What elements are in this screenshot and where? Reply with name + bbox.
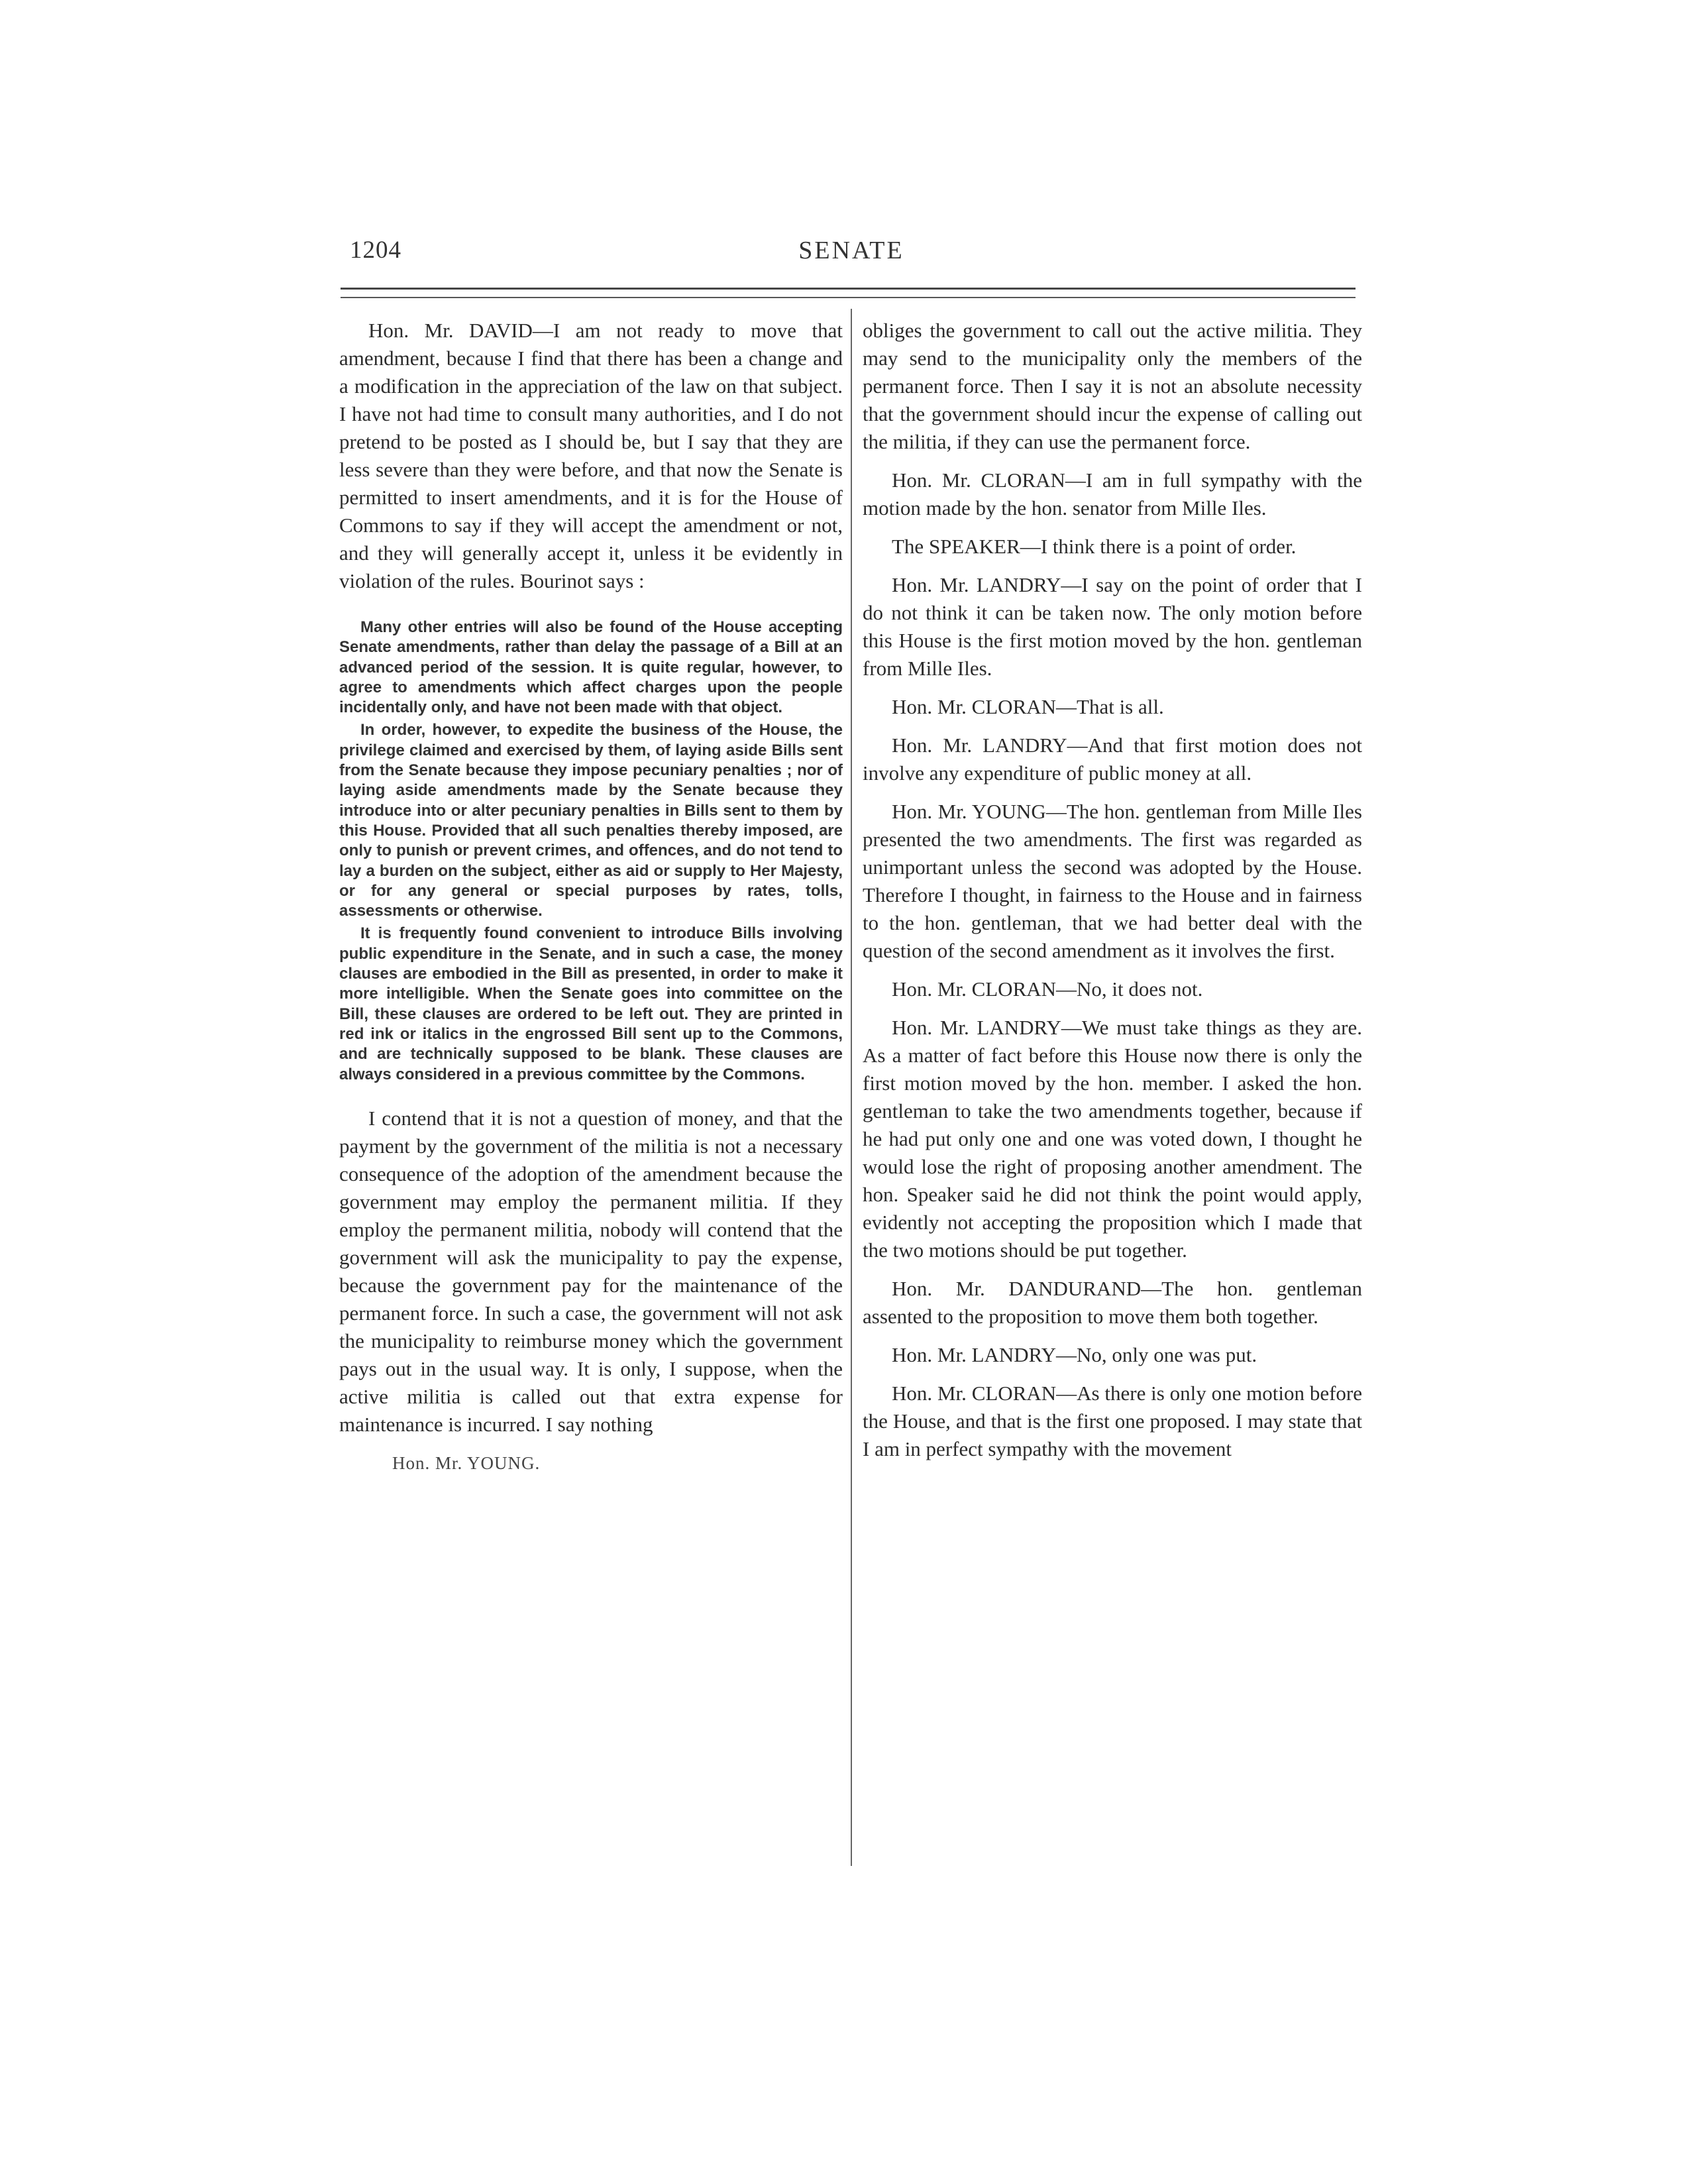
paragraph-dandurand: Hon. Mr. DANDURAND—The hon. gentleman assented to the proposition to move them both together. — [863, 1277, 1362, 1328]
page-number: 1204 — [350, 237, 401, 264]
paragraph-young: Hon. Mr. YOUNG—The hon. gentleman from Mille Iles presented the two amendments. The first was regarded as unimportant unless the second was adopted by the House. Therefore I thought, in fairness to the House and in fairness to the hon. gentleman, that we had better deal with the question of the second amendment as it involves the first. — [863, 800, 1362, 962]
paragraph-landry: Hon. Mr. LANDRY—No, only one was put. — [892, 1343, 1257, 1366]
quote-paragraph: Many other entries will also be found of the House accepting Senate amendments, rather than delay the passage of a Bill at an advanced period of the session. It is quite regular, however, to agree to amendments which affect charges upon the people incidentally only, and have not been made with that object. — [339, 618, 843, 717]
quote-paragraph: In order, however, to expedite the business of the House, the privilege claimed and exercised by them, of laying aside Bills sent from the Senate because they impose pecuniary penalties ; nor of laying aside amendments made by the Senate because they introduce into or alter pecuniary penalties in Bills sent to them by this House. Provided that all such penalties thereby imposed, are only to punish or prevent crimes, and offences, and do not tend to lay a burden on the subject, either as aid or supply to Her Majesty, or for any general or special purposes by rates, tolls, assessments or otherwise. — [339, 721, 843, 920]
header-rule-top — [341, 288, 1356, 290]
paragraph-cloran: Hon. Mr. CLORAN—As there is only one motion before the House, and that is the first one proposed. I may state that I am in perfect sympathy with the movement — [863, 1382, 1362, 1460]
paragraph-cloran: Hon. Mr. CLORAN—That is all. — [892, 695, 1164, 718]
paragraph-landry: Hon. Mr. LANDRY—We must take things as they are. As a matter of fact before this House now there is only the first motion moved by the hon. member. I asked the hon. gentleman to take the two amendments together, because if he had put only one and one was voted down, I thought he would lose the right of proposing another amendment. The hon. Speaker said he did not think the point would apply, evidently not accepting the proposition which I made that the two motions should be put together. — [863, 1016, 1362, 1262]
running-head: SENATE — [798, 237, 904, 264]
right-column — [863, 317, 1362, 1474]
paragraph-landry: Hon. Mr. LANDRY—I say on the point of order that I do not think it can be taken now. The only motion before this House is the first motion moved by the hon. gentleman from Mille Iles. — [863, 573, 1362, 680]
column-divider — [851, 309, 852, 1866]
paragraph-cloran: Hon. Mr. CLORAN—No, it does not. — [892, 977, 1203, 1001]
left-column — [339, 317, 843, 1477]
paragraph-david-continued: I contend that it is not a question of money, and that the payment by the government of the militia is not a necessary consequence of the adoption of the amendment because the government may employ the permanent militia. If they employ the permanent militia, nobody will contend that the government will ask the municipality to pay the expense, because the government pay for the maintenance of the permanent force. In such a case, the government will not ask the municipality to reimburse money which the government pays out in the usual way. It is only, I suppose, when the active militia is called out that extra expense for maintenance is incurred. I say nothing — [339, 1106, 843, 1436]
quote-paragraph: It is frequently found convenient to introduce Bills involving public expenditure in the Senate, and in such a case, the money clauses are embodied in the Bill as presented, in order to make it more intelligible. When the Senate goes into committee on the Bill, these clauses are ordered to be left out. They are printed in red ink or italics in the engrossed Bill sent up to the Commons, and are technically supposed to be blank. These clauses are always considered in a previous committee by the Commons. — [339, 924, 843, 1083]
catchword: Hon. Mr. YOUNG. — [392, 1452, 541, 1473]
header-rule-bottom — [341, 297, 1356, 298]
paragraph-speaker: The SPEAKER—I think there is a point of order. — [892, 535, 1297, 558]
paragraph-david: Hon. Mr. DAVID—I am not ready to move that amendment, because I find that there has been a change and a modification in the appreciation of the law on that subject. I have not had time to consult many authorities, and I do not pretend to be posted as I should be, but I say that they are less severe than they were before, and that now the Senate is permitted to insert amendments, and it is for the House of Commons to say if they will accept the amendment or not, and they will generally accept it, unless it be evidently in violation of the rules. Bourinot says : — [339, 319, 843, 592]
paragraph-continuation: obliges the government to call out the active militia. They may send to the municipality only the members of the permanent force. Then I say it is not an absolute necessity that the government should incur the expense of calling out the militia, if they can use the permanent force. — [863, 319, 1362, 453]
bourinot-quotation — [339, 618, 843, 1085]
paragraph-landry: Hon. Mr. LANDRY—And that first motion does not involve any expenditure of public money at all. — [863, 734, 1362, 785]
paragraph-cloran: Hon. Mr. CLORAN—I am in full sympathy with the motion made by the hon. senator from Mille Iles. — [863, 468, 1362, 519]
